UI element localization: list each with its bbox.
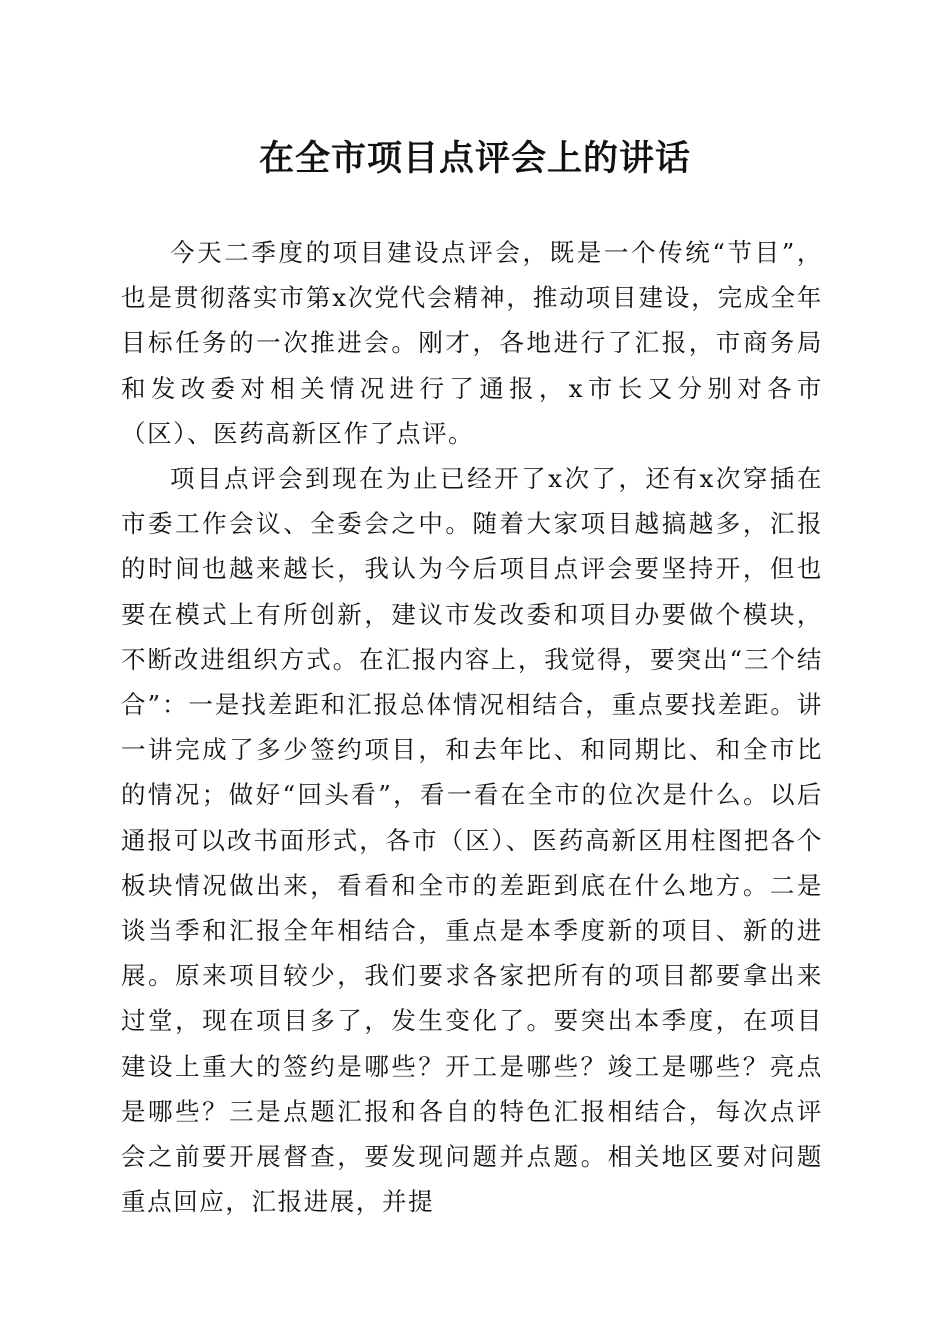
paragraph-2: 项目点评会到现在为止已经开了x次了，还有x次穿插在市委工作会议、全委会之中。随着大家项目越搞越多，汇报的时间也越来越长，我认为今后项目点评会要坚持开，但也要在模式上有所创新，建议市发改委和项目办要做个模块，不断改进组织方式。在汇报内容上，我觉得，要突出“三个结合”：一是找差距和汇报总体情况相结合，重点要找差距。讲一讲完成了多少签约项目，和去年比、和同期比、和全市比的情况；做好“回头看”，看一看在全市的位次是什么。以后通报可以改书面形式，各市（区）、医药高新区用柱图把各个板块情况做出来，看看和全市的差距到底在什么地方。二是谈当季和汇报全年相结合，重点是本季度新的项目、新的进展。原来项目较少，我们要求各家把所有的项目都要拿出来过堂，现在项目多了，发生变化了。要突出本季度，在项目建设上重大的签约是哪些？开工是哪些？竣工是哪些？亮点是哪些？三是点题汇报和各自的特色汇报相结合，每次点评会之前要开展督查，要发现问题并点题。相关地区要对问题重点回应，汇报进展，并提 [121, 464, 823, 1217]
paragraph-1: 今天二季度的项目建设点评会，既是一个传统“节目”，也是贯彻落实市第x次党代会精神，推动项目建设，完成全年目标任务的一次推进会。刚才，各地进行了汇报，市商务局和发改委对相关情况进行了通报，x市长又分别对各市（区）、医药高新区作了点评。 [121, 238, 823, 448]
document-body [121, 230, 823, 1224]
document-title: 在全市项目点评会上的讲话 [258, 138, 691, 179]
